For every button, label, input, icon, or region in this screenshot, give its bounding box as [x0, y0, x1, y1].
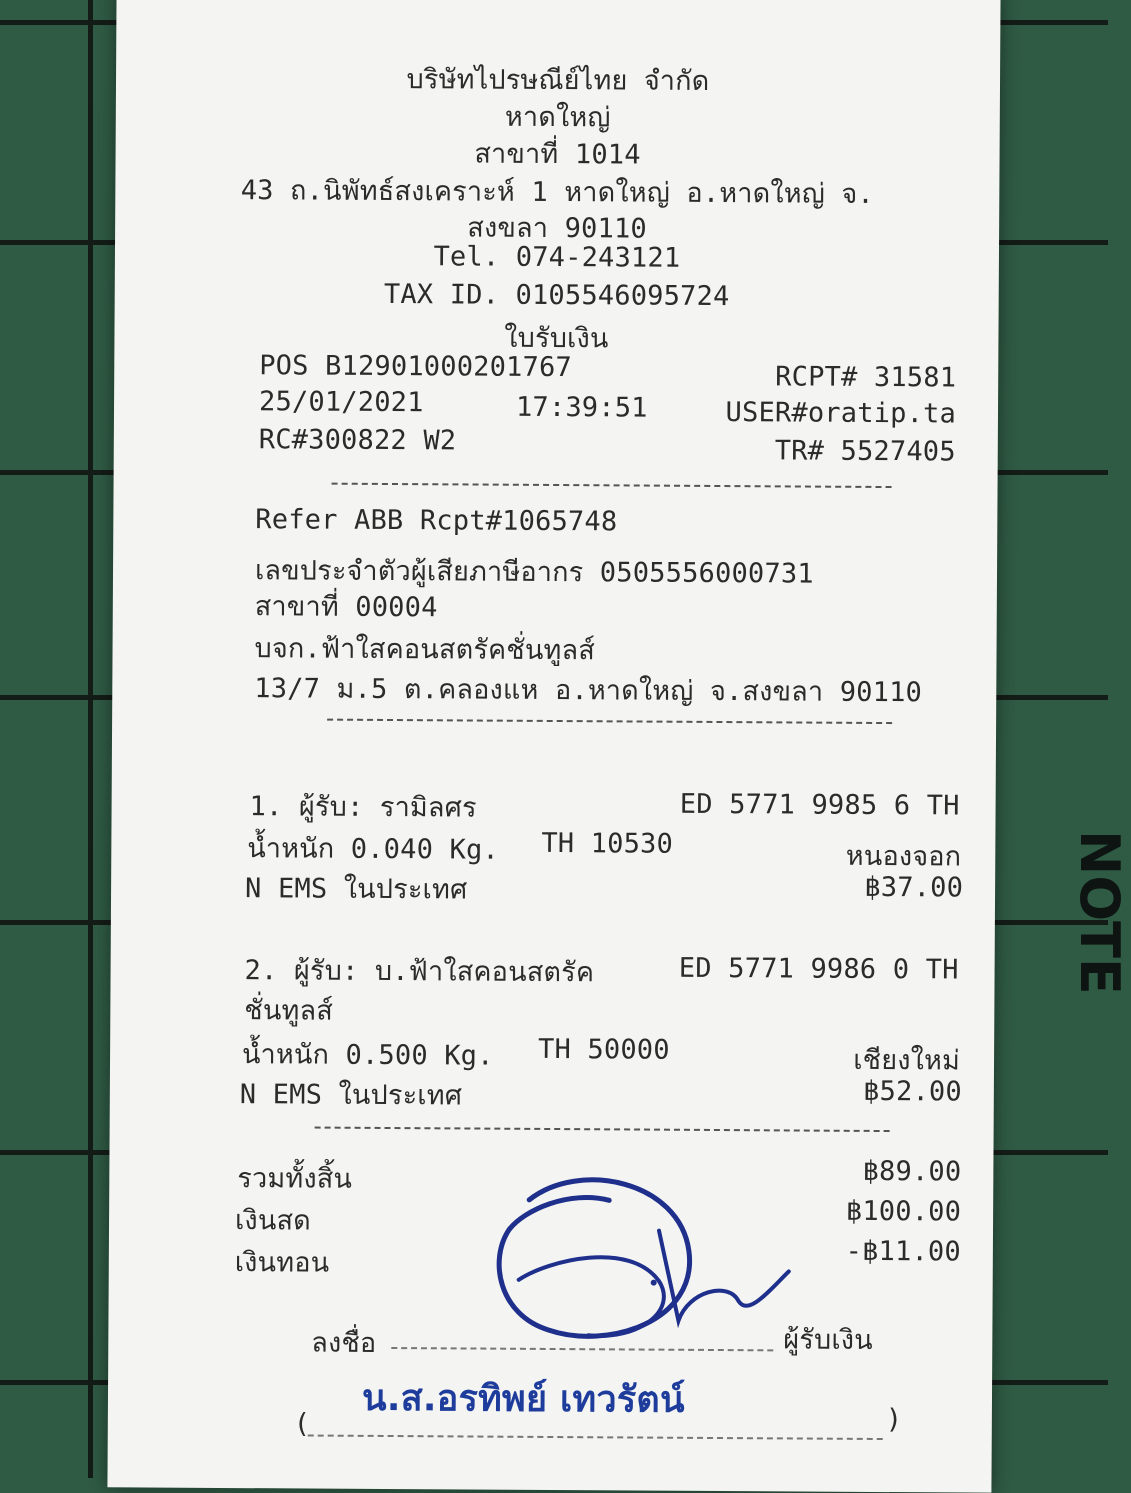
- item-recipient-continued: ชั่นทูลส์: [244, 995, 334, 1027]
- open-parenthesis: (: [293, 1408, 311, 1440]
- item-recipient: 2. ผู้รับ: บ.ฟ้าใสคอนสตรัค: [244, 955, 595, 989]
- item-service: N EMS ในประเทศ: [239, 1079, 463, 1112]
- customer-name: บจก.ฟ้าใสคอนสตรัคชั่นทูลส์: [254, 633, 596, 667]
- item-service: N EMS ในประเทศ: [244, 873, 468, 906]
- handwritten-signature: [488, 1170, 809, 1372]
- name-line: [308, 1435, 883, 1441]
- customer-branch: สาขาที่ 00004: [254, 591, 438, 624]
- separator: [315, 1127, 890, 1133]
- close-parenthesis: ): [885, 1404, 903, 1436]
- customer-tax-id: เลขประจำตัวผู้เสียภาษีอากร 0505556000731: [254, 555, 814, 590]
- receipt-number: RCPT# 31581: [775, 361, 957, 394]
- item-postcode: TH 50000: [538, 1033, 670, 1066]
- separator: [332, 483, 892, 488]
- item-price: ฿37.00: [864, 871, 964, 904]
- refer-receipt: Refer ABB Rcpt#1065748: [255, 504, 618, 538]
- item-price: ฿52.00: [863, 1075, 962, 1108]
- user-id: USER#oratip.ta: [725, 397, 957, 430]
- background-edge-text: NOTE: [1068, 830, 1131, 995]
- branch-name: หาดใหญ่: [504, 101, 611, 134]
- change-label: เงินทอน: [234, 1247, 330, 1279]
- separator: [327, 719, 892, 724]
- item-recipient: 1. ผู้รับ: รามิลศร: [249, 791, 477, 824]
- customer-address: 13/7 ม.5 ต.คลองแห อ.หาดใหญ่ จ.สงขลา 90110: [254, 673, 923, 709]
- pos-number: POS B12901000201767: [259, 350, 573, 384]
- transaction-number: TR# 5527405: [774, 435, 956, 468]
- tax-id: TAX ID. 0105546095724: [383, 278, 730, 313]
- address-line-1: 43 ถ.นิพัทธ์สงเคราะห์ 1 หาดใหญ่ อ.หาดใหญ่ จ.: [240, 175, 875, 210]
- receipt-date: 25/01/2021: [258, 386, 424, 419]
- stamped-name: น.ส.อรทิพย์ เทวรัตน์: [361, 1377, 685, 1421]
- company-name: บริษัทไปรษณีย์ไทย จำกัด: [406, 64, 710, 97]
- item-tracking: ED 5771 9986 0 TH: [678, 952, 959, 986]
- total-value: ฿89.00: [862, 1155, 962, 1188]
- address-line-2: สงขลา 90110: [467, 212, 647, 245]
- change-value: -฿11.00: [845, 1235, 961, 1268]
- item-weight: น้ำหนัก 0.040 Kg.: [247, 833, 499, 866]
- item-weight: น้ำหนัก 0.500 Kg.: [241, 1039, 494, 1072]
- receipt: [107, 0, 1000, 1493]
- item-tracking: ED 5771 9985 6 TH: [679, 788, 960, 822]
- item-postcode: TH 10530: [541, 827, 674, 860]
- telephone: Tel. 074-243121: [433, 241, 681, 274]
- receiver-label: ผู้รับเงิน: [783, 1324, 873, 1356]
- cash-label: เงินสด: [234, 1205, 312, 1237]
- item-destination: เชียงใหม่: [853, 1044, 961, 1077]
- item-destination: หนองจอก: [845, 840, 962, 873]
- document-type: ใบรับเงิน: [504, 322, 609, 355]
- branch-number: สาขาที่ 1014: [474, 138, 641, 171]
- total-label: รวมทั้งสิ้น: [237, 1163, 353, 1195]
- rc-number: RC#300822 W2: [258, 424, 457, 457]
- sign-label: ลงชื่อ: [311, 1327, 377, 1359]
- cash-value: ฿100.00: [845, 1195, 962, 1228]
- mat-grid-line: [88, 0, 93, 1478]
- receipt-time: 17:39:51: [515, 391, 648, 424]
